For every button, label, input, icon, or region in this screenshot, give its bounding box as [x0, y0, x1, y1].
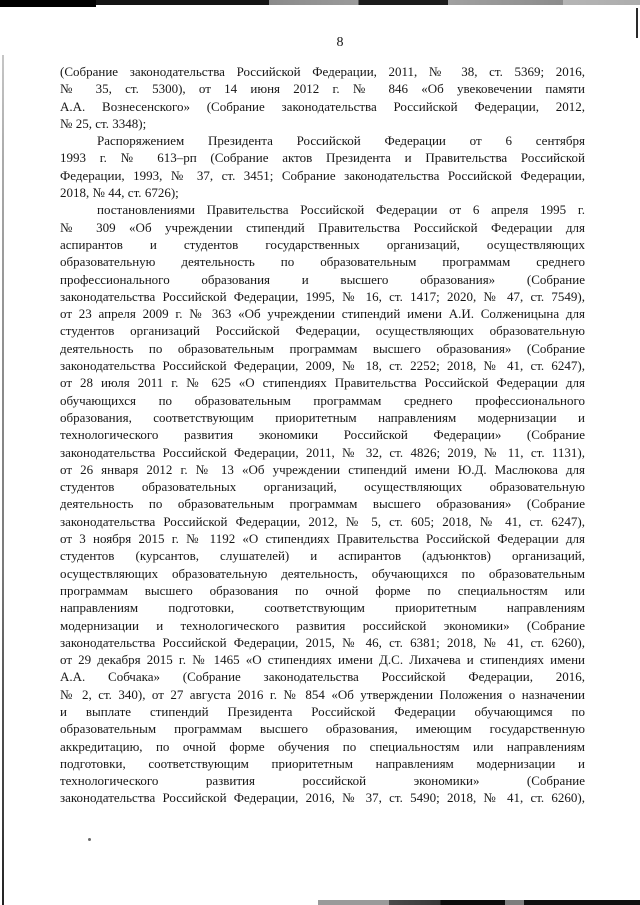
text-line: от 26 января 2012 г. № 13 «Об учреждении стипендий имени Ю.Д. Маслюкова для	[60, 461, 585, 477]
text-line: деятельность по образовательным программам высшего образования» (Собрание	[60, 340, 585, 356]
scan-artifact-left-edge	[2, 55, 4, 905]
text-line: деятельность по образовательным программам высшего образования» (Собрание	[60, 496, 585, 512]
text-line: студентов организаций Российской Федерации, осуществляющих образовательную	[60, 323, 585, 339]
text-line: студентов (курсантов, слушателей) и аспирантов (адъюнктов) организаций,	[60, 548, 585, 564]
scan-artifact-stray-dot	[88, 838, 91, 841]
text-line: постановлениями Правительства Российской Федерации от 6 апреля 1995 г.	[97, 202, 585, 218]
text-line: образовательным программам высшего образования, имеющим государственную	[60, 721, 585, 737]
text-line: образовательную деятельность по образовательным программам среднего	[60, 254, 585, 270]
text-line: от 3 ноября 2015 г. № 1192 «О стипендиях Правительства Российской Федерации для	[60, 531, 585, 547]
text-line: программам высшего образования по очной форме по специальностям или	[60, 582, 585, 598]
text-line: аспирантов и студентов государственных организаций, осуществляющих	[60, 236, 585, 252]
text-line: осуществляющих образовательную деятельность, обучающихся по образовательным	[60, 565, 585, 581]
text-line: технологического развития экономики Российской Федерации» (Собрание	[60, 427, 585, 443]
scan-artifact-top-edge	[0, 0, 640, 5]
text-line: технологического развития российской экономики» (Собрание	[60, 773, 585, 789]
text-line: законодательства Российской Федерации, 2009, № 18, ст. 2252; 2018, № 41, ст. 6247),	[60, 358, 585, 374]
text-line: законодательства Российской Федерации, 2012, № 5, ст. 605; 2018, № 41, ст. 6247),	[60, 513, 585, 529]
text-line: законодательства Российской Федерации, 2016, № 37, ст. 5490; 2018, № 41, ст. 6260),	[60, 790, 585, 806]
text-line: А.А. Вознесенского» (Собрание законодательства Российской Федерации, 2012,	[60, 98, 585, 114]
text-line: от 29 декабря 2015 г. № 1465 «О стипендиях имени Д.С. Лихачева и стипендиях имени	[60, 652, 585, 668]
text-line: от 28 июля 2011 г. № 625 «О стипендиях Правительства Российской Федерации для	[60, 375, 585, 391]
text-line: 1993 г. № 613–рп (Собрание актов Президента и Правительства Российской	[60, 150, 585, 166]
text-line: № 25, ст. 3348);	[60, 115, 147, 131]
scan-artifact-top-left-edge	[0, 0, 96, 7]
document-body	[60, 63, 585, 807]
text-line: 2018, № 44, ст. 6726);	[60, 185, 179, 201]
paragraph	[60, 132, 585, 201]
text-line: А.А. Собчака» (Собрание законодательства Российской Федерации, 2016,	[60, 669, 585, 685]
text-line: студентов образовательных организаций, осуществляющих образовательную	[60, 479, 585, 495]
scan-artifact-bottom-edge	[318, 900, 640, 905]
text-line: от 23 апреля 2009 г. № 363 «Об учреждении стипендий имени А.И. Солженицына для	[60, 306, 585, 322]
text-line: № 2, ст. 340), от 27 августа 2016 г. № 854 «Об утверждении Положения о назначении	[60, 686, 585, 702]
text-line: аккредитацию, по очной форме обучения по специальностям или направлениям	[60, 738, 585, 754]
text-line: и выплате стипендий Президента Российской Федерации обучающимся по	[60, 703, 585, 719]
text-line: профессионального образования и высшего образования» (Собрание	[60, 271, 585, 287]
page-number: 8	[336, 35, 344, 50]
text-line: (Собрание законодательства Российской Федерации, 2011, № 38, ст. 5369; 2016,	[60, 64, 585, 79]
text-line: направлениям подготовки, соответствующим приоритетным направлениям	[60, 600, 585, 616]
paragraph	[60, 201, 585, 806]
paragraph	[60, 63, 585, 132]
text-line: законодательства Российской Федерации, 2011, № 32, ст. 4826; 2019, № 11, ст. 1131),	[60, 444, 585, 460]
text-line: обучающихся по образовательным программам среднего профессионального	[60, 392, 585, 408]
text-line: Распоряжением Президента Российской Федерации от 6 сентября	[97, 133, 585, 149]
text-line: законодательства Российской Федерации, 2015, № 46, ст. 6381; 2018, № 41, ст. 6260),	[60, 634, 585, 650]
text-line: модернизации и технологического развития российской экономики» (Собрание	[60, 617, 585, 633]
text-line: подготовки, соответствующим приоритетным направлениям модернизации и	[60, 755, 585, 771]
text-line: образования, соответствующим приоритетным направлениям модернизации и	[60, 409, 585, 425]
text-line: № 35, ст. 5300), от 14 июня 2012 г. № 846 «Об увековечении памяти	[60, 81, 585, 97]
text-line: законодательства Российской Федерации, 1995, № 16, ст. 1417; 2020, № 47, ст. 7549),	[60, 288, 585, 304]
text-line: Федерации, 1993, № 37, ст. 3451; Собрание законодательства Российской Федерации,	[60, 167, 585, 183]
text-line: № 309 «Об учреждении стипендий Правительства Российской Федерации для	[60, 219, 585, 235]
scan-artifact-right-tick	[636, 8, 638, 38]
